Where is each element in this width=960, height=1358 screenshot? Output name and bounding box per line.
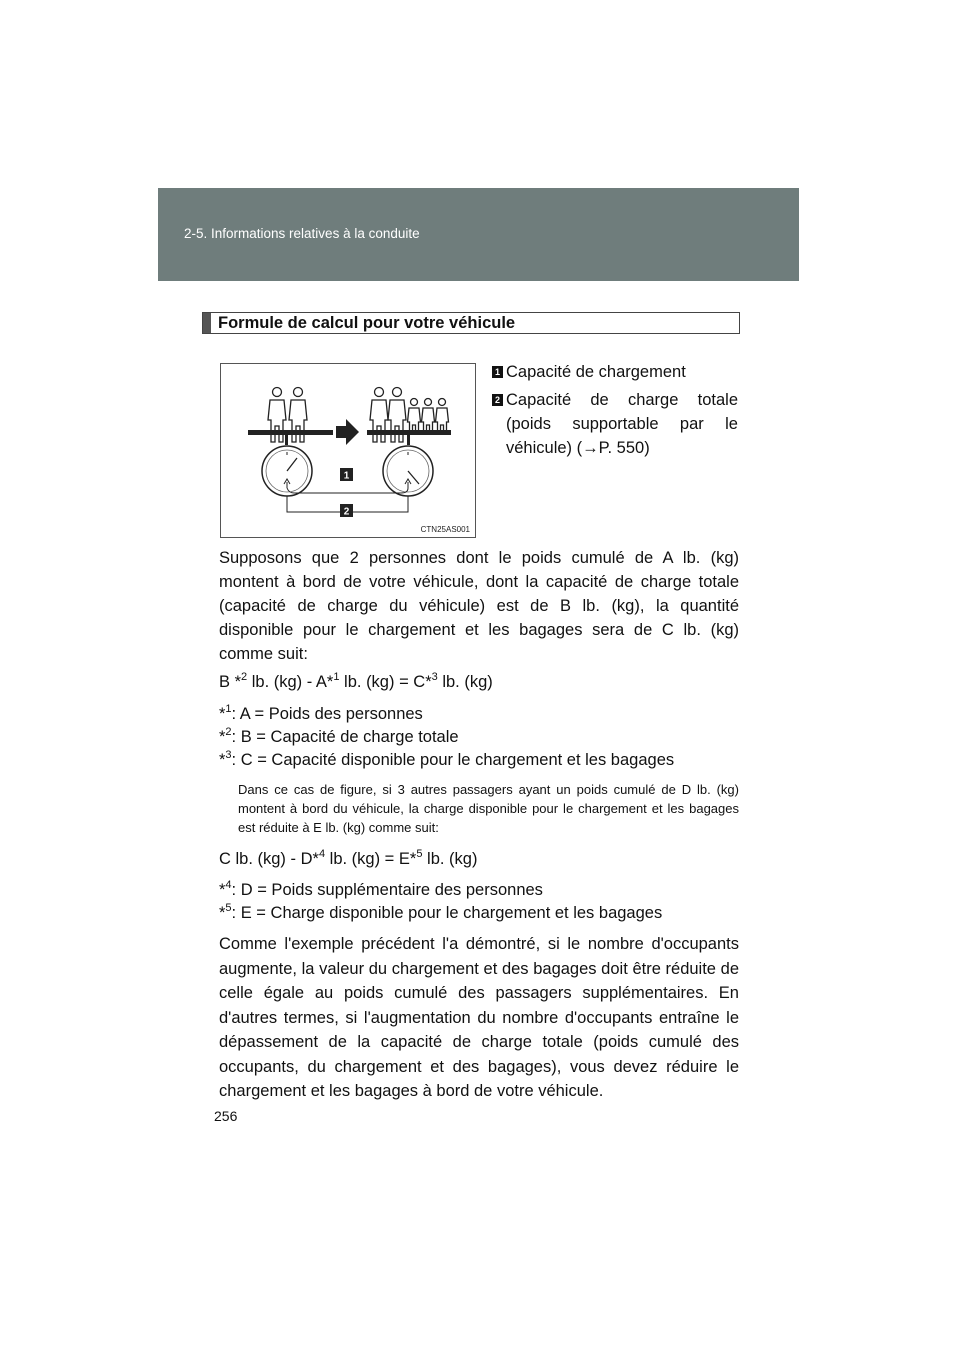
footnote: *$^5$: E = Charge disponible pour le chargement et les bagages (219, 901, 663, 922)
legend-text: Capacité de charge totale (poids supportable par le véhicule) (→P. 550) (506, 391, 738, 457)
legend-number-badge: 2 (492, 394, 503, 406)
header-section-title: 2-5. Informations relatives à la conduite (184, 226, 420, 241)
page-header (158, 188, 799, 281)
legend-item (492, 360, 738, 384)
figure-label-1: 1 (343, 470, 350, 482)
page-number: 256 (214, 1108, 238, 1124)
paragraph-intro: Supposons que 2 personnes dont le poids cumulé de A lb. (kg) montent à bord de votre véhicule, dont la capacité de charge totale (capacité de charge du véhicule) est de B lb. (kg), la quantité disponible pour le chargement et les bagages sera de C lb. (kg) comme suit: (219, 549, 739, 663)
section-heading (202, 312, 740, 334)
figure-label-2: 2 (343, 506, 350, 518)
figure-legend (492, 360, 738, 464)
scale-platform-right (367, 430, 451, 435)
formula-1: B *$^2$ lb. (kg) - A*$^1$ lb. (kg) = C*$^3$ lb. (kg) (219, 670, 493, 691)
legend-number-badge: 1 (492, 366, 503, 378)
legend-text: Capacité de chargement (506, 363, 686, 381)
load-capacity-figure (220, 363, 476, 538)
footnote: *$^3$: C = Capacité disponible pour le chargement et les bagages (219, 748, 675, 769)
arrow-right-icon (336, 419, 359, 445)
formula-2: C lb. (kg) - D*$^4$ lb. (kg) = E*$^5$ lb. (kg) (219, 847, 478, 868)
footnote: *$^4$: D = Poids supplémentaire des personnes (219, 878, 543, 899)
paragraph-example-note: Dans ce cas de figure, si 3 autres passagers ayant un poids cumulé de D lb. (kg) montent à bord du véhicule, la charge disponible pour le chargement et les bagages est réduite à E lb. (kg) comme suit: (238, 782, 739, 835)
figure-code: CTN25AS001 (420, 525, 470, 534)
legend-item (492, 388, 738, 460)
scale-platform-left (248, 430, 333, 435)
section-heading-marker (203, 313, 211, 333)
footnote: *$^1$: A = Poids des personnes (219, 702, 423, 723)
footnote: *$^2$: B = Capacité de charge totale (219, 725, 459, 746)
scale-illustration (221, 364, 475, 537)
paragraph-conclusion: Comme l'exemple précédent l'a démontré, si le nombre d'occupants augmente, la valeur du chargement et des bagages doit être réduite de celle égale au poids cumulé des passagers supplémentaires. En d'autres termes, si l'augmentation du nombre d'occupants entraîne le dépassement de la capacité de charge totale (poids cumulé des occupants, du chargement et des bagages), vous devez réduire le chargement et les bagages à bord de votre véhicule. (219, 935, 739, 1100)
section-title: Formule de calcul pour votre véhicule (218, 314, 516, 332)
